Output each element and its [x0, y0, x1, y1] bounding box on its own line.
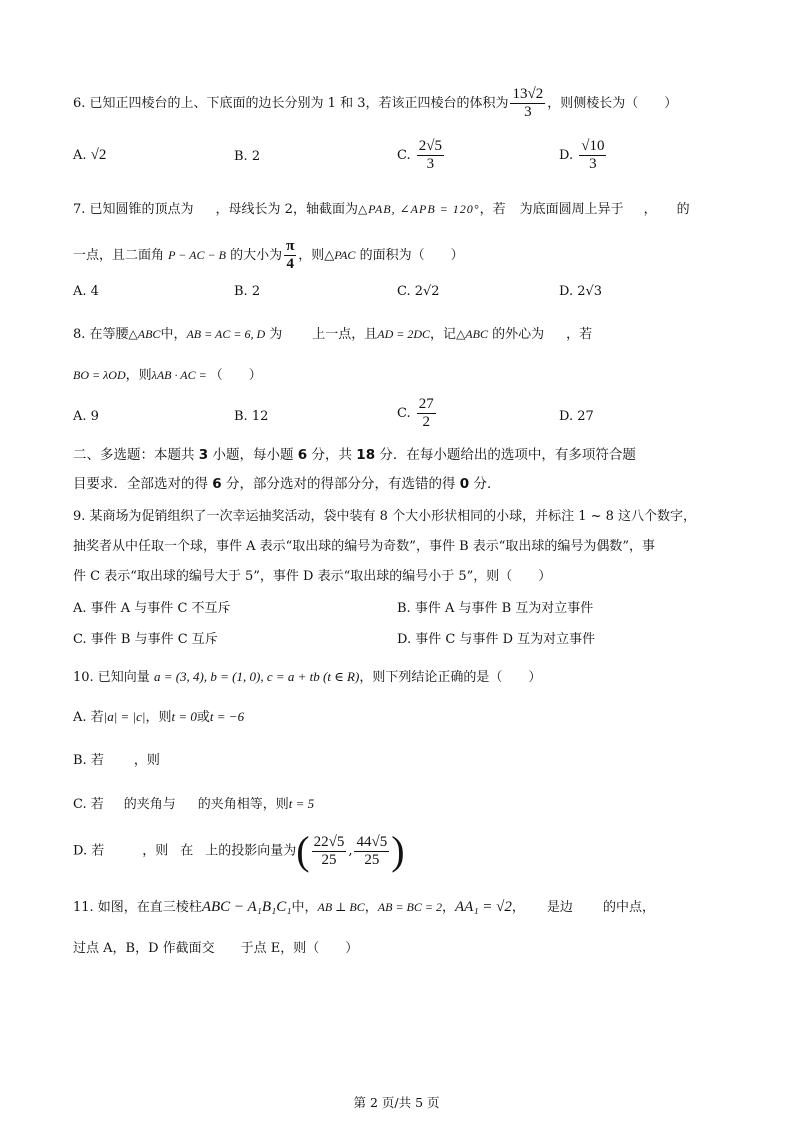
q10-right-paren: )	[391, 828, 405, 873]
q7-text: 的面积为（ ）	[359, 248, 464, 263]
q8-option-b: B. 12	[234, 409, 269, 424]
q11-text: 于点 E，则（ ）	[240, 941, 359, 956]
q8-math: △ABC	[128, 327, 161, 341]
q10-text: ，则下列结论正确的是（ ）	[359, 670, 542, 685]
q10-text: 的夹角与	[123, 797, 176, 812]
q10-text: B. 若	[73, 753, 104, 768]
q7-math-dihedral: P − AC − B	[168, 248, 226, 262]
q10-proj-fraction-1	[312, 834, 347, 869]
q6-option-c-label: C.	[397, 148, 411, 163]
q7-pi-numerator: π	[286, 238, 295, 254]
q8-text: 的外心为	[492, 327, 545, 342]
q8-math: λAB · AC =	[151, 368, 210, 382]
q11-text: 过点 A，B，D 作截面交	[73, 941, 215, 956]
section2-number: 3	[198, 447, 209, 463]
q9-line1: 9. 某商场为促销组织了一次幸运抽奖活动，袋中装有 8 个大小形状相同的小球，并标注 1 ~ 8 这八个数字，	[73, 509, 697, 524]
q11-math: AB = BC = 2	[377, 900, 442, 914]
section2-number: 6	[212, 476, 222, 492]
q6-option-c-fraction	[417, 138, 444, 173]
q10-proj-numerator-1: 22√5	[313, 833, 345, 850]
q8-option-c-denominator: 2	[422, 414, 431, 430]
q8-text: 上一点，且	[312, 327, 378, 342]
q10-proj-denominator-1: 25	[321, 851, 337, 868]
q10-text: 10. 已知向量	[73, 670, 150, 685]
q6-option-a-value: √2	[90, 147, 107, 163]
q6-stem-text: 6. 已知正四棱台的上、下底面的边长分别为 1 和 3，若该正四棱台的体积为	[73, 96, 509, 111]
q10-proj-numerator-2: 44√5	[356, 833, 388, 850]
q6-option-d-denominator: 3	[589, 156, 597, 172]
section2-text: 分，部分选对的得部分分，有选错的得	[221, 476, 460, 492]
q11-text: 11. 如图，在直三棱柱	[73, 900, 202, 915]
q7-math-axial-section: △PAB, ∠APB = 120°	[357, 202, 480, 216]
section2-line1	[73, 446, 636, 464]
q9-option-c: C. 事件 B 与事件 C 互斥	[73, 632, 218, 647]
section2-number: 0	[459, 476, 470, 492]
q8-math: △ABC	[456, 327, 488, 341]
q11-text: 是边	[546, 900, 573, 915]
q11-line1	[73, 898, 655, 917]
q8-option-c-label: C.	[397, 406, 411, 421]
q8-text: ，若	[566, 327, 593, 342]
q6-option-c	[397, 138, 446, 173]
q7-text: 为底面圆周上异于	[519, 202, 624, 217]
section2-text: 分，共	[307, 447, 357, 463]
q10-proj-fraction-2	[354, 834, 389, 869]
q7-line2	[73, 238, 464, 273]
q9-line3: 件 C 表示“取出球的编号大于 5”，事件 D 表示“取出球的编号小于 5”，则（ ）	[73, 569, 552, 584]
q10-comma: ,	[348, 843, 353, 859]
q7-option-a: A. 4	[73, 284, 99, 299]
q10-text: C. 若	[73, 797, 104, 812]
q8-option-c-fraction	[417, 396, 436, 431]
q10-option-b	[73, 752, 160, 770]
q7-pi-fraction	[284, 238, 296, 273]
q9-option-d: D. 事件 C 与事件 D 互为对立事件	[397, 632, 596, 647]
q11-math: AA₁ = √2	[455, 899, 512, 915]
q7-text: 的大小为	[230, 248, 283, 263]
q10-math: t = 5	[288, 796, 315, 811]
q10-proj-denominator-2: 25	[364, 851, 380, 868]
q10-text: 上的投影向量为	[205, 843, 297, 859]
page-footer: 第 2 页/共 5 页	[353, 1095, 440, 1110]
q7-math-triangle: PAC	[334, 248, 356, 262]
q11-text: ，	[364, 900, 378, 915]
q8-option-a: A. 9	[73, 409, 99, 424]
section2-text: 小题，每小题	[208, 447, 298, 463]
q10-text: ，则	[142, 843, 169, 859]
q10-stem	[73, 668, 541, 687]
q7-text: ，	[643, 202, 657, 217]
q8-line1	[73, 325, 592, 344]
q10-option-c	[73, 795, 314, 814]
q10-text: 在	[180, 843, 194, 859]
q6-option-a-label: A.	[73, 148, 87, 163]
q11-text: 的中点，	[602, 900, 655, 915]
q7-text: 7. 已知圆锥的顶点为	[73, 202, 194, 217]
q10-left-paren: (	[296, 828, 310, 873]
q10-math-vectors: a = (3, 4), b = (1, 0), c = a + tb (t ∈ R)	[153, 669, 360, 684]
q7-text: ，则△	[298, 248, 335, 263]
q10-text: 或	[196, 710, 210, 725]
q6-option-c-denominator: 3	[426, 156, 435, 172]
q7-line1	[73, 200, 690, 219]
q7-pi-denominator: 4	[286, 256, 294, 272]
q6-volume-denominator: 3	[524, 104, 532, 120]
q10-text: A. 若	[73, 710, 104, 725]
q9-line2: 抽奖者从中任取一个球，事件 A 表示“取出球的编号为奇数”，事件 B 表示“取出球的编号为偶数”，事	[73, 539, 656, 554]
section2-text: 分．在每小题给出的选项中，有多项符合题	[375, 447, 636, 463]
q11-text: ，	[441, 900, 455, 915]
q10-text: 的夹角相等，则	[197, 797, 289, 812]
q10-math: |a| = |c|	[103, 709, 146, 724]
q7-option-b: B. 2	[234, 284, 261, 299]
q10-text: D. 若	[73, 843, 105, 859]
q7-text: 一点，且二面角	[73, 248, 165, 263]
q7-option-d: D. 2√3	[559, 284, 603, 299]
q10-option-d	[73, 828, 405, 873]
q7-text: ，母线长为 2，轴截面为	[215, 202, 358, 217]
q8-option-d: D. 27	[559, 409, 594, 424]
q6-option-a	[73, 146, 106, 165]
q10-option-a	[73, 708, 244, 727]
q6-volume-numerator: 13√2	[512, 86, 544, 102]
q6-option-d-fraction	[579, 138, 606, 173]
q8-math: AD = 2DC	[377, 327, 431, 341]
q9-option-a: A. 事件 A 与事件 C 不互斥	[73, 601, 231, 616]
q10-text: ，则	[133, 753, 160, 768]
section2-number: 6	[297, 447, 308, 463]
q8-text: 为	[269, 327, 283, 342]
q8-text: 8. 在等腰	[73, 327, 129, 342]
q7-text: ，若	[479, 202, 506, 217]
q8-math: AB = AC = 6, D	[186, 327, 266, 341]
q11-text: 中，	[291, 900, 318, 915]
q6-option-c-numerator: 2√5	[418, 138, 442, 154]
q7-option-c: C. 2√2	[397, 284, 440, 299]
q8-text: 中，	[160, 327, 187, 342]
q9-option-b: B. 事件 A 与事件 B 互为对立事件	[397, 601, 594, 616]
section2-text: 目要求．全部选对的得	[73, 476, 213, 492]
q8-text: ，记	[430, 327, 457, 342]
q6-stem	[73, 86, 677, 121]
q10-text: ，则	[145, 710, 172, 725]
q8-option-c	[397, 396, 438, 431]
section2-number: 18	[356, 447, 376, 463]
q6-stem-end: ，则侧棱长为（ ）	[547, 96, 678, 111]
q8-line2	[73, 366, 262, 385]
q6-option-d-label: D.	[559, 148, 574, 163]
q7-text: 的	[676, 202, 690, 217]
q11-text: ，	[511, 900, 525, 915]
q8-option-c-numerator: 27	[418, 396, 434, 412]
q11-math: AB ⊥ BC	[317, 900, 365, 914]
q6-option-b: B. 2	[234, 149, 261, 164]
q11-line2	[73, 940, 358, 958]
q8-text: ，则	[125, 368, 152, 383]
q6-option-d	[559, 138, 608, 173]
q8-math: BO = λOD	[73, 368, 126, 382]
q10-math: t = 0	[171, 709, 197, 724]
q8-text: （ ）	[209, 368, 262, 383]
section2-text: 分．	[469, 476, 501, 492]
section2-text: 二、多选题：本题共	[73, 447, 199, 463]
section2-line2	[73, 475, 501, 493]
q6-volume-fraction	[510, 86, 545, 121]
q11-math-prism: ABC − A₁B₁C₁	[201, 899, 292, 915]
q10-math: t = −6	[209, 709, 245, 724]
q6-option-d-numerator: √10	[581, 138, 605, 154]
